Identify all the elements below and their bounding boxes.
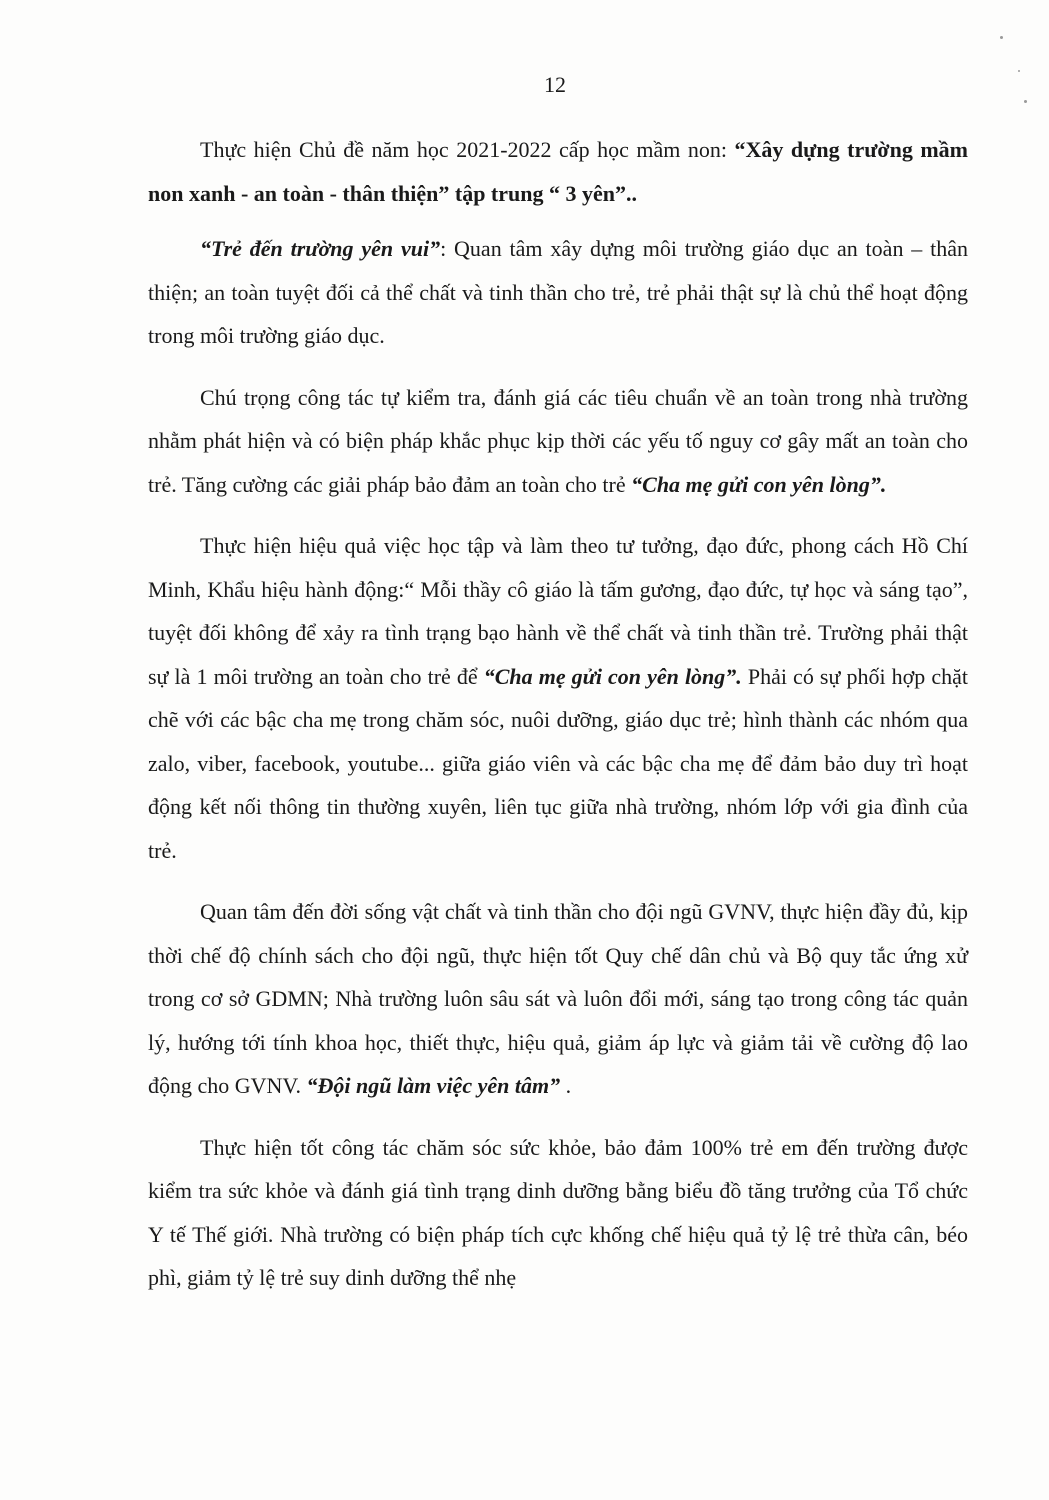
paragraph-6 bbox=[148, 1126, 968, 1300]
bold-italic-slogan: “Đội ngũ làm việc yên tâm” bbox=[306, 1073, 561, 1098]
scan-speck bbox=[1024, 100, 1027, 103]
bold-italic-slogan: “Cha mẹ gửi con yên lòng”. bbox=[631, 471, 887, 497]
text-segment: Thực hiện tốt công tác chăm sóc sức khỏe, bảo đảm 100% trẻ em đến trường được kiểm tra sức khỏe và đánh giá tình trạng dinh dưỡng bằng biểu đồ tăng trưởng của Tổ chức Y tế Thế giới. Nhà trường có biện pháp tích cực khống chế hiệu quả tỷ lệ trẻ thừa cân, béo phì, giảm tỷ lệ trẻ suy dinh dưỡng thể nhẹ bbox=[148, 1134, 968, 1290]
text-segment: : Quan tâm xây dựng môi trường giáo dục an toàn – thân thiện; an toàn tuyệt đối cả thể chất và tinh thần cho trẻ, trẻ phải thật sự là chủ thể hoạt động trong môi trường giáo dục. bbox=[148, 236, 968, 348]
text-segment: Quan tâm đến đời sống vật chất và tinh thần cho đội ngũ GVNV, thực hiện đầy đủ, kịp thời chế độ chính sách cho đội ngũ, thực hiện tốt Quy chế dân chủ và Bộ quy tắc ứng xử trong cơ sở GDMN; Nhà trường luôn sâu sát và luôn đổi mới, sáng tạo trong công tác quản lý, hướng tới tính khoa học, thiết thực, hiệu quả, giảm áp lực và giảm tải về cường độ lao động cho GVNV. bbox=[148, 899, 968, 1098]
paragraph-2 bbox=[148, 227, 968, 358]
paragraph-4 bbox=[148, 524, 968, 872]
paragraph-1 bbox=[148, 128, 968, 215]
text-segment: Chú trọng công tác tự kiểm tra, đánh giá các tiêu chuẩn về an toàn trong nhà trường nhằm phát hiện và có biện pháp khắc phục kịp thời các yếu tố nguy cơ gây mất an toàn cho trẻ. Tăng cường các giải pháp bảo đảm an toàn cho trẻ bbox=[148, 384, 968, 497]
text-segment: Thực hiện Chủ đề năm học 2021-2022 cấp học mầm non: bbox=[200, 137, 735, 162]
scan-speck bbox=[1000, 36, 1003, 39]
bold-theme-title: “Xây dựng trường mầm non xanh - an toàn - thân thiện” tập trung “ 3 yên”.. bbox=[148, 137, 968, 206]
text-segment: . bbox=[560, 1073, 572, 1098]
scan-speck bbox=[1018, 70, 1020, 72]
text-segment: Phải có sự phối hợp chặt chẽ với các bậc cha mẹ trong chăm sóc, nuôi dưỡng, giáo dục trẻ; hình thành các nhóm qua zalo, viber, facebook, youtube... giữa giáo viên và các bậc cha mẹ để đảm bảo duy trì hoạt động kết nối thông tin thường xuyên, liên tục giữa nhà trường, nhóm lớp với gia đình của trẻ. bbox=[148, 663, 968, 863]
document-body bbox=[148, 128, 968, 1300]
paragraph-3 bbox=[148, 376, 968, 507]
bold-italic-slogan: “Trẻ đến trường yên vui” bbox=[200, 236, 441, 261]
bold-italic-slogan: “Cha mẹ gửi con yên lòng”. bbox=[483, 663, 742, 689]
paragraph-5 bbox=[148, 890, 968, 1108]
text-segment: Thực hiện hiệu quả việc học tập và làm theo tư tưởng, đạo đức, phong cách Hồ Chí Minh, Khẩu hiệu hành động:“ Mỗi thầy cô giáo là tấm gương, đạo đức, tự học và sáng tạo”, tuyệt đối không để xảy ra tình trạng bạo hành về thể chất và tinh thần trẻ. Trường phải thật sự là 1 môi trường an toàn cho trẻ để bbox=[148, 533, 968, 689]
page-number: 12 bbox=[544, 72, 566, 97]
